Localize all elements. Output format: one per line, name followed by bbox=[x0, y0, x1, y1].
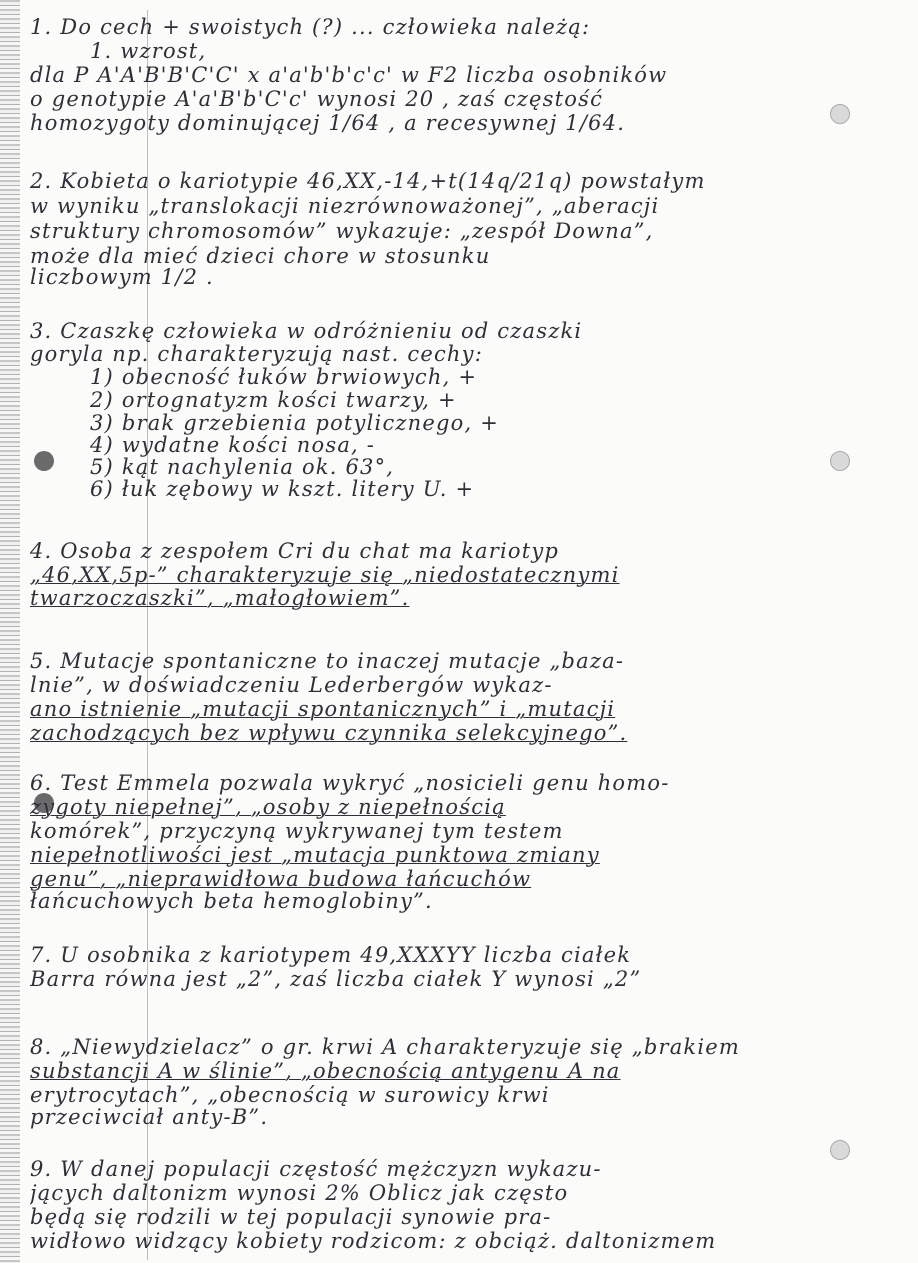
item-5-line-3: ano istnienie „mutacji spontanicznych” i „mutacji bbox=[30, 697, 616, 721]
item-2-line-4: może dla mieć dzieci chore w stosunku bbox=[30, 244, 491, 268]
item-8-line-4: przeciwciał anty-B”. bbox=[30, 1105, 269, 1129]
item-7-line-1: 7. U osobnika z kariotypem 49,XXXYY liczba ciałek bbox=[30, 943, 632, 967]
item-1-line-2: 1. wzrost, bbox=[90, 39, 207, 63]
item-2-line-2: w wyniku „translokacji niezrównoważonej”, „aberacji bbox=[30, 194, 660, 218]
item-8-line-2: substancji A w ślinie”, „obecnością antygenu A na bbox=[30, 1059, 621, 1083]
item-6-line-2: zygoty niepełnej”, „osoby z niepełnością bbox=[30, 795, 506, 819]
item-6-line-1: 6. Test Emmela pozwala wykryć „nosicieli genu homo- bbox=[30, 771, 670, 795]
item-1-line-4: o genotypie A'a'B'b'C'c' wynosi 20 , zaś częstość bbox=[30, 87, 604, 111]
item-8-line-1: 8. „Niewydzielacz” o gr. krwi A charakteryzuje się „brakiem bbox=[30, 1035, 741, 1059]
item-4-line-2: „46,XX,5p-” charakteryzuje się „niedostatecznymi bbox=[30, 563, 620, 587]
item-5-line-2: lnie”, w doświadczeniu Lederbergów wykaz- bbox=[30, 673, 553, 697]
item-3-line-6: 4) wydatne kości nosa, - bbox=[90, 433, 376, 457]
item-5-line-4: zachodzących bez wpływu czynnika selekcyjnego”. bbox=[30, 721, 628, 745]
item-8-line-3: erytrocytach”, „obecnością w surowicy krwi bbox=[30, 1083, 550, 1107]
item-2-line-1: 2. Kobieta o kariotypie 46,XX,-14,+t(14q/21q) powstałym bbox=[30, 169, 706, 193]
item-3-line-1: 3. Czaszkę człowieka w odróżnieniu od czaszki bbox=[30, 319, 583, 343]
item-1-line-5: homozygoty dominującej 1/64 , a recesywnej 1/64. bbox=[30, 111, 626, 135]
item-3-line-8: 6) łuk zębowy w kszt. litery U. + bbox=[90, 477, 475, 501]
item-6-line-6: łańcuchowych beta hemoglobiny”. bbox=[30, 889, 433, 913]
item-4-line-3: twarzoczaszki”, „małogłowiem”. bbox=[30, 586, 410, 610]
item-3-line-5: 3) brak grzebienia potylicznego, + bbox=[90, 411, 500, 435]
item-3-line-2: goryla np. charakteryzują nast. cechy: bbox=[30, 342, 483, 366]
item-3-line-4: 2) ortognatyzm kości twarzy, + bbox=[90, 388, 457, 412]
item-9-line-1: 9. W danej populacji częstość mężczyzn wykazu- bbox=[30, 1157, 602, 1181]
item-4-line-1: 4. Osoba z zespołem Cri du chat ma kariotyp bbox=[30, 539, 560, 563]
binding-edge bbox=[0, 0, 20, 1263]
item-6-line-3: komórek”, przyczyną wykrywanej tym testem bbox=[30, 819, 564, 843]
item-7-line-2: Barra równa jest „2”, zaś liczba ciałek Y wynosi „2” bbox=[30, 967, 642, 991]
item-9-line-3: będą się rodzili w tej populacji synowie pra- bbox=[30, 1205, 552, 1229]
item-6-line-5: genu”, „nieprawidłowa budowa łańcuchów bbox=[30, 867, 532, 891]
item-9-line-2: jących daltonizm wynosi 2% Oblicz jak często bbox=[30, 1181, 569, 1205]
item-3-line-3: 1) obecność łuków brwiowych, + bbox=[90, 365, 478, 389]
punch-hole bbox=[34, 451, 54, 471]
item-2-line-5: liczbowym 1/2 . bbox=[30, 265, 214, 289]
item-9-line-4: widłowo widzący kobiety rodzicom: z obciąż. daltonizmem bbox=[30, 1229, 717, 1253]
item-2-line-3: struktury chromosomów” wykazuje: „zespół Downa”, bbox=[30, 219, 654, 243]
item-5-line-1: 5. Mutacje spontaniczne to inaczej mutacje „baza- bbox=[30, 649, 625, 673]
item-1-line-1: 1. Do cech + swoistych (?) ... człowieka należą: bbox=[30, 15, 591, 39]
item-3-line-7: 5) kąt nachylenia ok. 63°, bbox=[90, 455, 395, 479]
item-1-line-3: dla P A'A'B'B'C'C' x a'a'b'b'c'c' w F2 liczba osobników bbox=[30, 63, 668, 87]
item-6-line-4: niepełnotliwości jest „mutacja punktowa zmiany bbox=[30, 843, 600, 867]
